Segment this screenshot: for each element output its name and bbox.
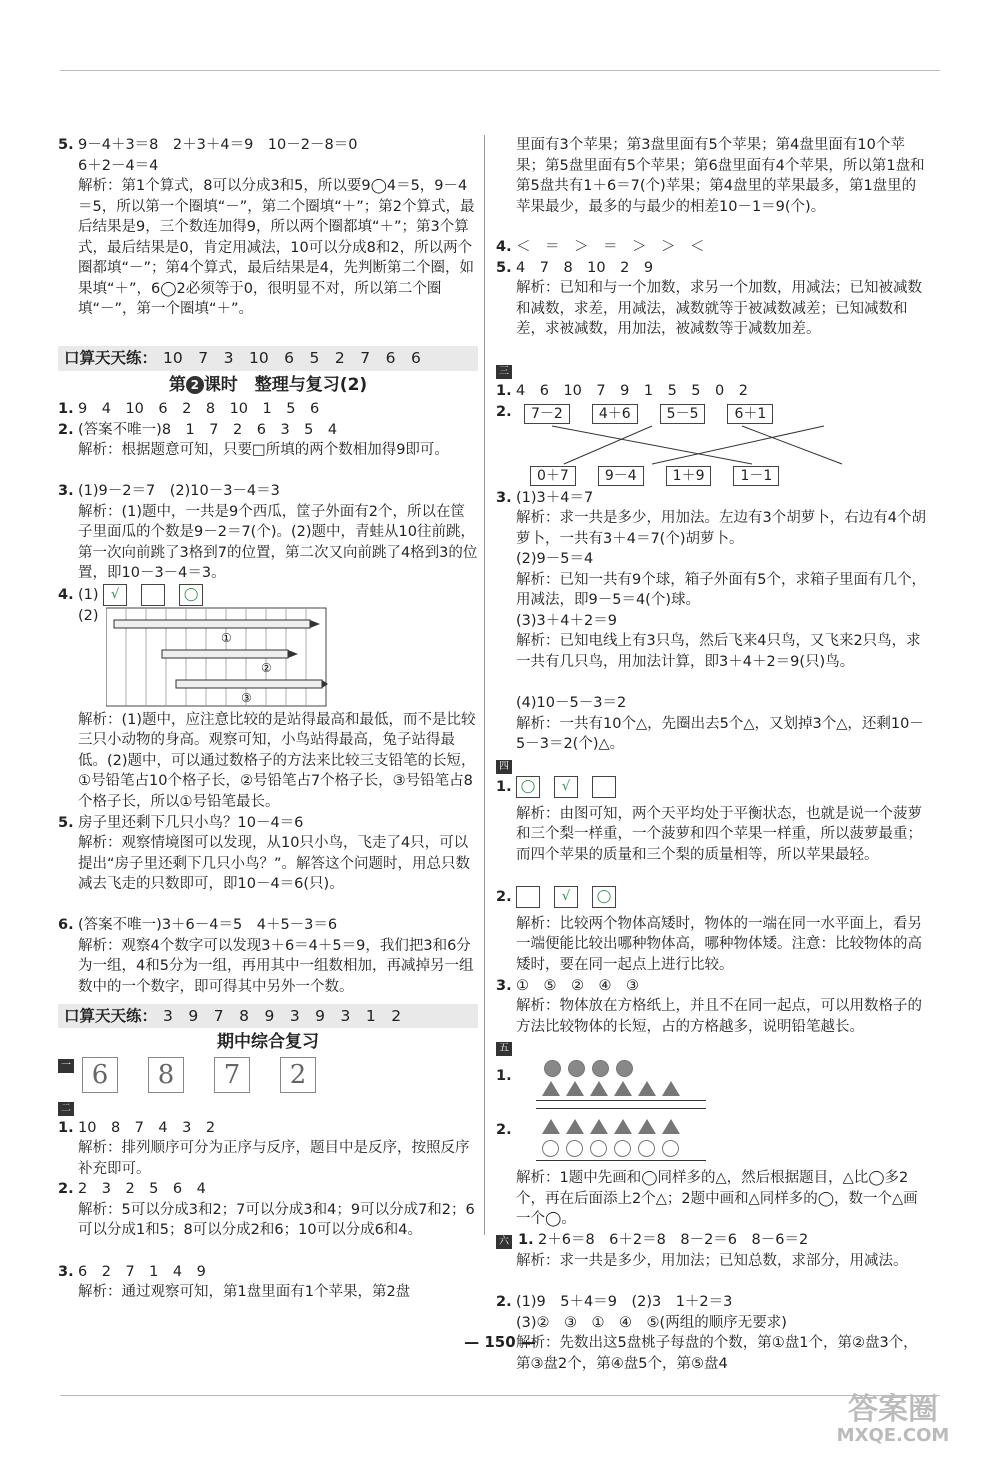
pencil-label-1: ①	[221, 630, 232, 645]
l6-q2-line2: (3)② ③ ① ④ ⑤(两组的顺序无要求)	[516, 1314, 787, 1331]
s-q1: 1. 4 6 10 7 9 1 5 5 0 2	[496, 383, 748, 399]
circle-row-2	[542, 1138, 686, 1159]
s-q3-3-explanation: 解析：已知电线上有3只鸟，然后飞来4只鸟，又飞来2只鸟，求一共有几只鸟，用加法计算，即3＋4＋2＝9(只)鸟。	[516, 633, 921, 670]
section-4-badge: 四	[496, 760, 512, 774]
pencil-1	[114, 620, 320, 628]
l6-q2: 2. (1)9 5＋4＝9 (2)3 1＋2＝3	[496, 1294, 733, 1310]
triangle-row-1	[542, 1078, 686, 1099]
pencil-grid-figure: (2) ① ② ③	[58, 606, 478, 710]
r-q5-explanation: 解析：已知和与一个加数，求另一个加数，用减法；已知被减数和减数，求差，用减法，减数就等于被减数减差；已知减数和差，求被减数，用加法，被减数等于减数加差。	[516, 280, 922, 337]
pencil-grid-svg	[106, 606, 336, 708]
section-2-badge: 二	[58, 1102, 74, 1116]
match-top-row: 7－2 4＋6 5－5 6＋1	[524, 404, 795, 425]
l-q2: 2. (答案不唯一)8 1 7 2 6 3 5 4	[58, 421, 338, 438]
f2-box-2: √	[554, 886, 578, 908]
site-watermark: 答案圈 MXQE.COM	[836, 1392, 950, 1446]
f2-box-3: ◯	[592, 886, 616, 908]
s-q3: 3. (1)3＋4＝7	[496, 489, 594, 506]
match-lines	[524, 424, 904, 468]
lesson-title: 第 2 课时 整理与复习(2)	[168, 374, 368, 395]
section-5-badge: 五	[496, 1042, 512, 1056]
midterm-title: 期中综合复习	[217, 1032, 319, 1052]
right-column	[496, 135, 928, 1374]
digit-box-2: 8	[148, 1057, 184, 1093]
l-q3-explanation: 解析：(1)题中，一共是9个西瓜，筐子外面有2个，所以在筐子里面瓜的个数是9－2＝7(个)。(2)题中，青蛙从10往前跳，第一次向前跳了3格到7的位置，第二次又向前跳了4格到3的位置，即10－3－4＝3。	[78, 503, 478, 581]
match-bottom-row: 0＋7 9－4 1＋9 1－1	[530, 466, 801, 487]
answer-box-check: √	[103, 584, 127, 606]
f1-box-2: √	[554, 776, 578, 798]
s-q3-2-explanation: 解析：已知一共有9个球，箱子外面有5个，求箱子里面有几个，用减法，即9－5＝4(个)球。	[516, 571, 926, 608]
l-q6-explanation: 解析：观察4个数字可以发现3＋6＝4＋5＝9，我们把3和6分为一组，4和5分为一组，再用其中一组数相加，再减掉另一组数中的一个数字，即可得其中另外一个数。	[78, 937, 474, 995]
w-explanation: 解析：1题中先画和◯同样多的△，然后根据题目，△比◯多2个，再在后面添上2个△；2题中画和△同样多的◯，数一个△画一个◯。	[516, 1170, 918, 1227]
m-q1: 1. 10 8 7 4 3 2	[58, 1119, 216, 1136]
f-q1: 1. ◯ √	[496, 776, 928, 804]
circle-row-1	[544, 1058, 640, 1079]
f-q2-explanation: 解析：比较两个物体高矮时，物体的一端在同一水平面上，看另一端便能比较出哪种物体高，哪种物体矮。注意：比较物体的高矮时，要在同一起点上进行比较。	[516, 915, 922, 973]
s-q3-4-explanation: 解析：一共有10个△，先圈出去5个△，又划掉3个△，还剩10－5－3＝2(个)△。	[516, 715, 924, 752]
f-q3-explanation: 解析：物体放在方格纸上，并且不在同一起点，可以用数格子的方法比较物体的长短，占的方格越多，说明铅笔越长。	[516, 998, 922, 1035]
digit-box-1: 6	[82, 1057, 118, 1093]
l-q5-explanation: 解析：观察情境图可以发现，从10只小鸟，飞走了4只，可以提出“房子里还剩下几只小鸟？”。解答这个问题时，用总只数减去飞走的只数即可，即10－4＝6(只)。	[78, 835, 471, 892]
section-1: 一 6 8 7 2	[58, 1057, 478, 1097]
w-q1-figure: 1.	[496, 1058, 928, 1106]
f2-box-1	[516, 886, 540, 908]
f-q1-explanation: 解析：由图可知，两个天平均处于平衡状态，也就是说一个菠萝和三个梨一样重，一个菠萝和四个苹果一样重，所以菠萝最重；而四个苹果的质量和三个梨的质量相等，所以苹果最轻。	[516, 805, 922, 863]
matching-figure: 2. 7－2 4＋6 5－5 6＋1 0＋7 9－4 1＋9 1－1	[496, 402, 928, 488]
r-q4: 4. ＜ ＝ ＞ ＝ ＞ ＞ ＜	[496, 239, 705, 255]
q5-explanation: 解析：第1个算式，8可以分成3和5，所以要9◯4＝5，9－4＝5，所以第一个圈填“－”，第二个圈填“＋”；第2个算式，最后结果是9，三个数连加得9，所以两个圈都填“＋”；第3个算式，最后结果是0，肯定用减法，10可以分成8和2，所以两个圈都填“－”；第4个算式，最后结果是4，先判断第二个圈，如果填“＋”，6◯2必须等于0，很明显不对，所以第二个圈填“－”，第一个圈填“＋”。	[78, 178, 475, 317]
f-q2: 2. √ ◯	[496, 886, 928, 914]
l-q4-part1: 4. (1) √ ◯	[58, 584, 478, 606]
column-divider	[484, 135, 485, 1235]
top-rule	[60, 70, 940, 71]
section-3-badge: 三	[496, 365, 512, 379]
m-q3-explanation: 解析：通过观察可知，第1盘里面有1个苹果，第2盘	[78, 1284, 411, 1300]
q5-answer: 5. 9－4＋3＝8 2＋3＋4＝9 10－2－8＝0	[58, 137, 358, 153]
f1-box-3	[592, 776, 616, 798]
m-q2: 2. 2 3 2 5 6 4	[58, 1181, 206, 1197]
answer-box-empty	[141, 584, 165, 606]
l-q3: 3. (1)9－2＝7 (2)10－3－4＝3	[58, 483, 280, 499]
digit-box-3: 7	[214, 1057, 250, 1093]
s-q3-3: (3)3＋4＋2＝9	[516, 612, 617, 629]
w-q2-figure: 2.	[496, 1106, 928, 1168]
l6-q2-explanation: 解析：先数出这5盘桃子每盘的个数，第①盘1个，第②盘3个，第③盘2个，第④盘5个，第⑤盘4	[516, 1335, 918, 1372]
section-6-badge: 六	[496, 1235, 512, 1249]
pencil-label-3: ③	[241, 690, 252, 705]
triangle-row-2	[542, 1116, 686, 1137]
bottom-rule	[60, 1395, 940, 1396]
digit-box-4: 2	[280, 1057, 316, 1093]
s-q3-1-explanation: 解析：求一共是多少，用加法。左边有3个胡萝卜，右边有4个胡萝卜，一共有3＋4＝7(个)胡萝卜。	[516, 510, 926, 547]
m-q1-explanation: 解析：排列顺序可分为正序与反序，题目中是反序，按照反序补充即可。	[78, 1140, 470, 1177]
answer-box-circle: ◯	[179, 584, 203, 606]
l-q6: 6. (答案不唯一)3＋6－4＝5 4＋5－3＝6	[58, 917, 338, 933]
pencil-3	[176, 680, 328, 688]
page-number: — 150 —	[464, 1333, 536, 1351]
l-q2-explanation: 解析：根据题意可知，只要□所填的两个数相加得9即可。	[78, 442, 449, 458]
l-q4-explanation: 解析：(1)题中，应注意比较的是站得最高和最低，而不是比较三只小动物的身高。观察可知，小鸟站得最高，兔子站得最低。(2)题中，可以通过数格子的方法来比较三支铅笔的长短，①号铅笔占10个格子长，②号铅笔占7个格子长，③号铅笔占8个格子长，所以①号铅笔最长。	[78, 711, 476, 810]
m-q3: 3. 6 2 7 1 4 9	[58, 1263, 206, 1280]
f1-box-1: ◯	[516, 776, 540, 798]
l6-q1: 六 1. 2＋6＝8 6＋2＝8 8－2＝6 8－6＝2	[496, 1230, 928, 1251]
l-q1: 1. 9 4 10 6 2 8 10 1 5 6	[58, 401, 320, 417]
l6-q1-explanation: 解析：求一共是多少，用加法；已知总数，求部分，用减法。	[516, 1253, 908, 1269]
l-q5: 5. 房子里还剩下几只小鸟？10－4＝6	[58, 814, 304, 831]
s-q3-2: (2)9－5＝4	[516, 551, 594, 567]
f-q3: 3. ① ⑤ ② ④ ③	[496, 977, 639, 994]
r-q5: 5. 4 7 8 10 2 9	[496, 259, 654, 276]
oral-practice-2: 口算天天练： 3 9 7 8 9 3 9 3 1 2	[58, 1004, 478, 1029]
left-column	[58, 135, 478, 1303]
pencil-2	[162, 650, 298, 658]
oral-practice-1: 口算天天练： 10 7 3 10 6 5 2 7 6 6	[58, 346, 478, 371]
q5-answer-line2: 6＋2－4＝4	[78, 157, 159, 174]
s-q3-4: (4)10－5－3＝2	[516, 695, 627, 711]
m-q2-explanation: 解析：5可以分成3和2；7可以分成3和4；9可以分成7和2；6可以分成1和5；8可以分成2和6；10可以分成6和4。	[78, 1201, 475, 1238]
r-continued-explanation: 里面有3个苹果；第3盘里面有5个苹果；第4盘里面有10个苹果；第5盘里面有5个苹果；第6盘里面有4个苹果，所以第1盘和第5盘共有1＋6＝7(个)苹果；第4盘里的苹果最多，第1盘里的苹果最少，最多的与最少的相差10－1＝9(个)。	[516, 137, 925, 215]
pencil-label-2: ②	[261, 660, 272, 675]
